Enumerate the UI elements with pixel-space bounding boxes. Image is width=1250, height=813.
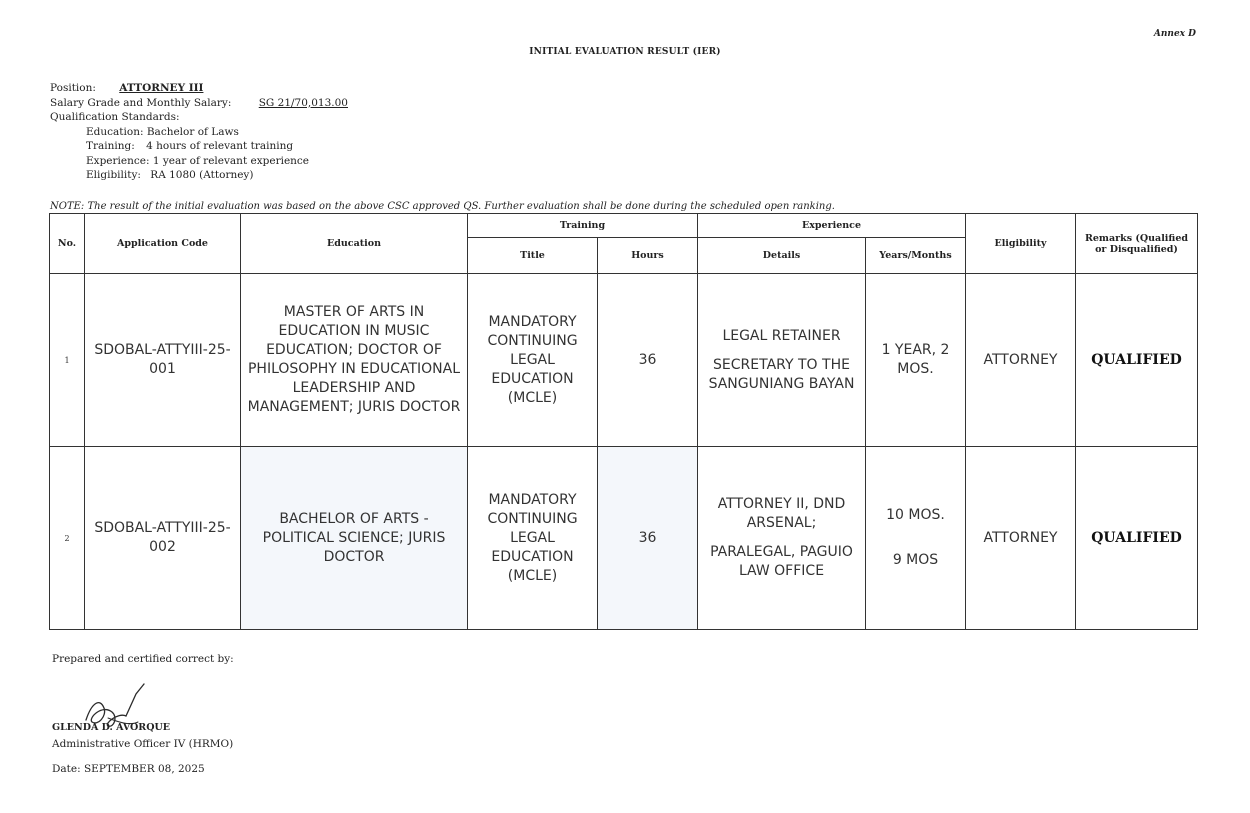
qs-training-row [50,139,348,154]
spacer [701,346,862,356]
years-item: 1 YEAR, 2 MOS. [881,342,950,377]
education-cell: MASTER OF ARTS IN EDUCATION IN MUSIC EDUCATION; DOCTOR OF PHILOSOPHY IN EDUCATIONAL LEADERSHIP AND MANAGEMENT; JURIS DOCTOR [241,274,468,447]
eligibility-cell: ATTORNEY [966,274,1076,447]
annex-label: Annex D [1153,29,1196,39]
header-eligibility: Eligibility [966,214,1076,274]
header-remarks: Remarks (Qualified or Disqualified) [1076,214,1198,274]
qs-eligibility-label: Eligibility: [86,169,141,181]
signature-date: Date: SEPTEMBER 08, 2025 [52,763,205,775]
qs-education-label: Education: [86,125,144,138]
qs-eligibility-row [50,168,348,183]
experience-item: LEGAL RETAINER [722,327,841,344]
training-title: MANDATORY CONTINUING LEGAL EDUCATION (MCLE) [468,447,598,630]
table-row [50,274,1198,447]
remarks-cell: QUALIFIED [1076,447,1198,630]
signatory-name: GLENDA D. AVORQUE [52,722,171,733]
experience-years [866,274,966,447]
years-item: 9 MOS [892,552,939,568]
salary-value: SG 21/70,013.00 [258,96,348,109]
salary-label: Salary Grade and Monthly Salary: [50,96,232,109]
eligibility-cell: ATTORNEY [966,447,1076,630]
header-experience: Experience [698,214,966,238]
row-number: 2 [50,447,85,630]
header-experience-details: Details [698,238,866,274]
remarks-cell: QUALIFIED [1076,274,1198,447]
training-title: MANDATORY CONTINUING LEGAL EDUCATION (MCLE) [468,274,598,447]
qs-education-value: Bachelor of Laws [146,125,239,138]
spacer [869,525,962,551]
education-cell: BACHELOR OF ARTS - POLITICAL SCIENCE; JURIS DOCTOR [241,447,468,630]
position-info [50,81,348,183]
qs-experience-label: Experience: [86,154,150,167]
position-row [50,81,348,96]
experience-details [698,447,866,630]
experience-item: PARALEGAL, PAGUIO LAW OFFICE [710,544,853,579]
position-value: ATTORNEY III [119,82,204,94]
salary-row [50,96,348,111]
experience-item: SECRETARY TO THE SANGUNIANG BAYAN [708,356,855,392]
qs-training-label: Training: [86,140,135,152]
prepared-by-label: Prepared and certified correct by: [52,653,234,665]
experience-item: ATTORNEY II, DND ARSENAL; [717,496,846,531]
header-training-hours: Hours [598,238,698,274]
qs-experience-row [50,154,348,169]
qs-eligibility-value: RA 1080 (Attorney) [150,169,254,181]
header-experience-years: Years/Months [866,238,966,274]
row-number: 1 [50,274,85,447]
experience-years [866,447,966,630]
years-item: 10 MOS. [886,507,945,523]
application-code: SDOBAL-ATTYIII-25-001 [85,274,241,447]
qs-training-value: 4 hours of relevant training [146,140,294,152]
spacer [701,533,862,543]
header-application-code: Application Code [85,214,241,274]
application-code: SDOBAL-ATTYIII-25-002 [85,447,241,630]
experience-details [698,274,866,447]
document-title: INITIAL EVALUATION RESULT (IER) [529,47,721,57]
training-hours: 36 [598,447,698,630]
evaluation-note: NOTE: The result of the initial evaluation was based on the above CSC approved QS. Further evaluation shall be done during the scheduled open ranking. [50,201,835,212]
position-label: Position: [50,82,96,94]
training-hours: 36 [598,274,698,447]
qs-experience-value: 1 year of relevant experience [152,154,310,167]
header-training: Training [468,214,698,238]
evaluation-table [49,213,1198,630]
header-no: No. [50,214,85,274]
qualification-label: Qualification Standards: [50,111,180,123]
header-training-title: Title [468,238,598,274]
header-education: Education [241,214,468,274]
table-row [50,447,1198,630]
qs-education-row [50,125,348,140]
signatory-position: Administrative Officer IV (HRMO) [52,738,234,750]
